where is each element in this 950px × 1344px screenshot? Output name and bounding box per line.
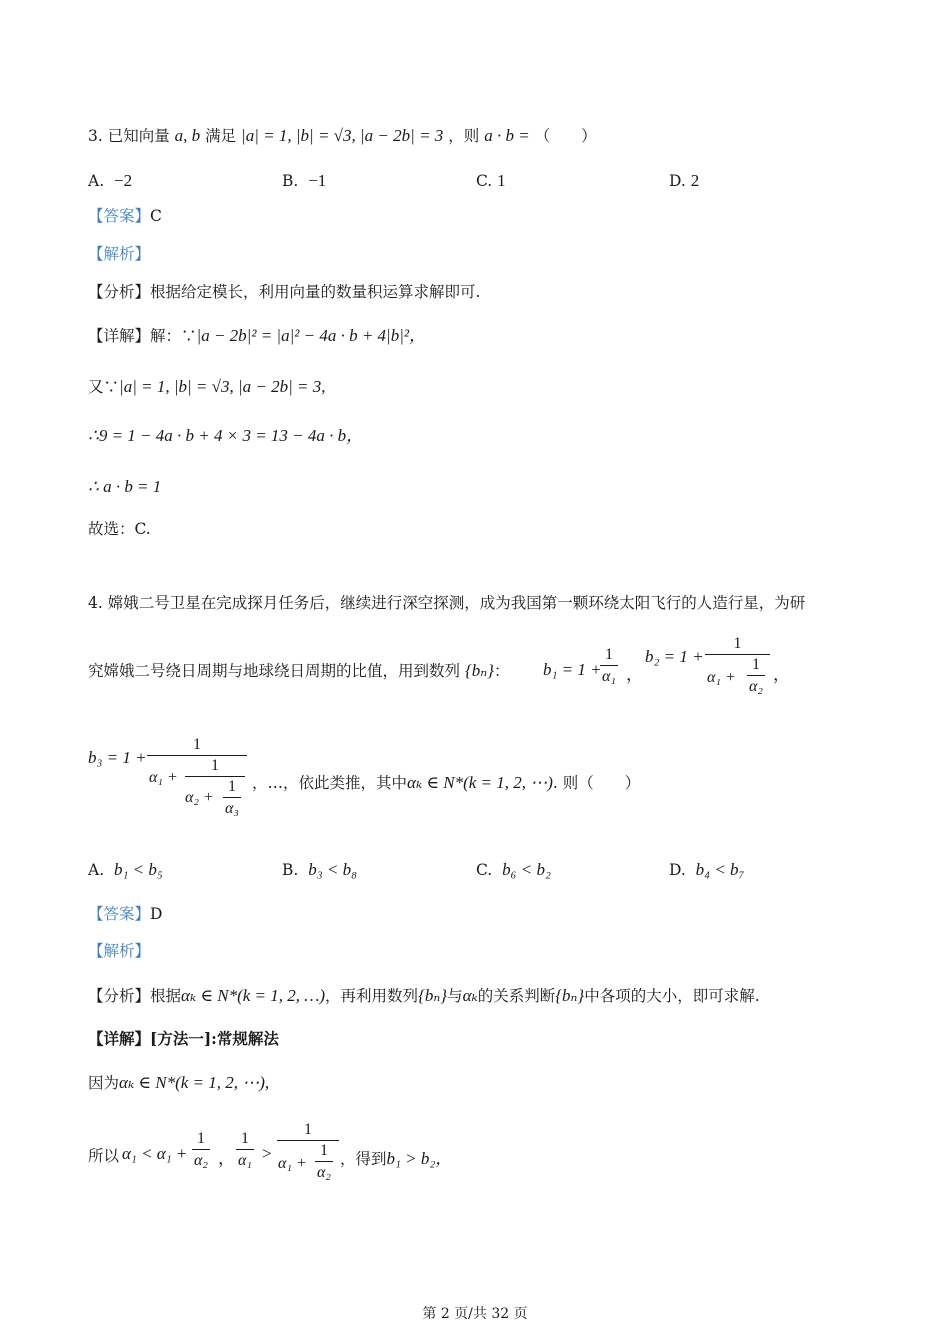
- alpha-k-cond: αₖ ∈ N*(k = 1, 2, ⋯): [407, 773, 553, 792]
- q3-stem-mid: 满足: [205, 127, 237, 145]
- page-footer: 第 2 页/共 32 页: [422, 1306, 528, 1322]
- so-ineq1: α₁ < α₁ +: [122, 1144, 188, 1163]
- b2-comma: ，: [773, 665, 790, 684]
- q4-option-a: A. b₁ < b₅: [88, 860, 163, 879]
- q3-option-b: B. −1: [282, 171, 327, 190]
- q3-option-d: D. 2: [669, 171, 700, 190]
- so-frac3: 1 α₁ + $\frac{1}{\text{α₂}}$: [277, 1120, 339, 1189]
- q3-analysis-tag: 【解析】: [88, 245, 151, 263]
- q4-stem-line1: 4. 嫦娥二号卫星在完成探月任务后，继续进行深空探测，成为我国第一颗环绕太阳飞行的人造行星，为研: [88, 594, 806, 612]
- so-frac1: $\frac{1}{\text{α₂}}$: [194, 1130, 208, 1169]
- b3-frac: 1 α₁ + 1 α₂ + $\frac{1}{\text{α₃}}$: [147, 735, 247, 826]
- b2-lhs: b₂ = 1 +: [645, 647, 704, 666]
- q4-stem-line2: 究嫦娥二号绕日周期与地球绕日周期的比值，用到数列 {bₙ}：: [88, 661, 510, 680]
- b3-lhs: b₃ = 1 +: [88, 748, 147, 767]
- so-frac2: $\frac{1}{\text{α₁}}$: [238, 1130, 252, 1169]
- detail-eq1: |a − 2b|² = |a|² − 4a · b + 4|b|²，: [196, 326, 426, 345]
- answer-value: C: [150, 207, 162, 225]
- q4-option-c: C. b₆ < b₂: [476, 860, 551, 879]
- q3-detail-line1: 【详解】解：∵|a − 2b|² = |a|² − 4a · b + 4|b|²，: [88, 326, 426, 345]
- seq-symbol: {bₙ}: [464, 661, 494, 680]
- q4-detail-header: [88, 1028, 279, 1050]
- q3-stem-ask: a · b =: [484, 126, 530, 145]
- answer-tag: 【答案】: [88, 207, 151, 225]
- q3-conclusion: 故选：C.: [88, 520, 151, 538]
- detail-tag: 【详解】: [88, 327, 151, 345]
- q3-detail-line3: ∴9 = 1 − 4a · b + 4 × 3 = 13 − 4a · b，: [88, 426, 364, 445]
- method-label: [方法一]:常规解法: [150, 1029, 279, 1048]
- q3-stem: [88, 125, 597, 147]
- so-text: 所以: [88, 1147, 120, 1165]
- q3-stem-vectors: a, b: [174, 126, 201, 145]
- so-get: ，得到b₁ > b₂，: [340, 1149, 453, 1168]
- q3-option-a: A. −2: [88, 171, 133, 190]
- q3-answer: [88, 205, 162, 227]
- q3-fenxi: [88, 281, 480, 303]
- q3-stem-suffix: ，则: [448, 127, 480, 145]
- fenxi-text: 根据给定模长，利用向量的数量积运算求解即可.: [150, 283, 481, 301]
- q4-analysis-tag: 【解析】: [88, 942, 151, 960]
- q4-option-d: D. b₄ < b₇: [669, 860, 745, 879]
- q3-detail-line2: 又∵|a| = 1, |b| = √3, |a − 2b| = 3,: [88, 377, 326, 396]
- b1-frac: $\frac{1}{\text{α₁}}$: [602, 646, 616, 685]
- b1-lhs: b₁ = 1 +: [543, 660, 602, 679]
- detail-tag: 【详解】: [88, 1029, 151, 1048]
- b2-frac: 1 α₁ + $\frac{1}{\text{α₂}}$: [705, 634, 770, 703]
- q3-stem-prefix: 3. 已知向量: [88, 127, 170, 145]
- q3-option-c: C. 1: [476, 171, 506, 190]
- detail-eq2: |a| = 1, |b| = √3, |a − 2b| = 3,: [119, 377, 326, 396]
- q3-stem-paren: （ ）: [534, 127, 597, 145]
- q4-option-b: B. b₃ < b₈: [282, 860, 357, 879]
- q4-answer: [88, 903, 162, 925]
- q3-detail-line4: ∴ a · b = 1: [88, 477, 162, 496]
- answer-tag: 【答案】: [88, 905, 151, 923]
- so-gt: >: [262, 1144, 272, 1163]
- fenxi-tag: 【分析】: [88, 283, 151, 301]
- q4-because: 因为αₖ ∈ N*(k = 1, 2, ⋯),: [88, 1073, 270, 1092]
- so-comma: ，: [218, 1149, 235, 1168]
- answer-value: D: [150, 905, 163, 923]
- q3-stem-condition: |a| = 1, |b| = √3, |a − 2b| = 3: [241, 126, 444, 145]
- b1-comma: ，: [626, 665, 643, 684]
- q4-stem-line3: ，…，依此类推，其中αₖ ∈ N*(k = 1, 2, ⋯). 则（ ）: [252, 773, 641, 792]
- q4-fenxi: 【分析】根据αₖ ∈ N*(k = 1, 2, …)，再利用数列{bₙ}与αₖ的关系判断{bₙ}中各项的大小，即可求解.: [88, 986, 760, 1005]
